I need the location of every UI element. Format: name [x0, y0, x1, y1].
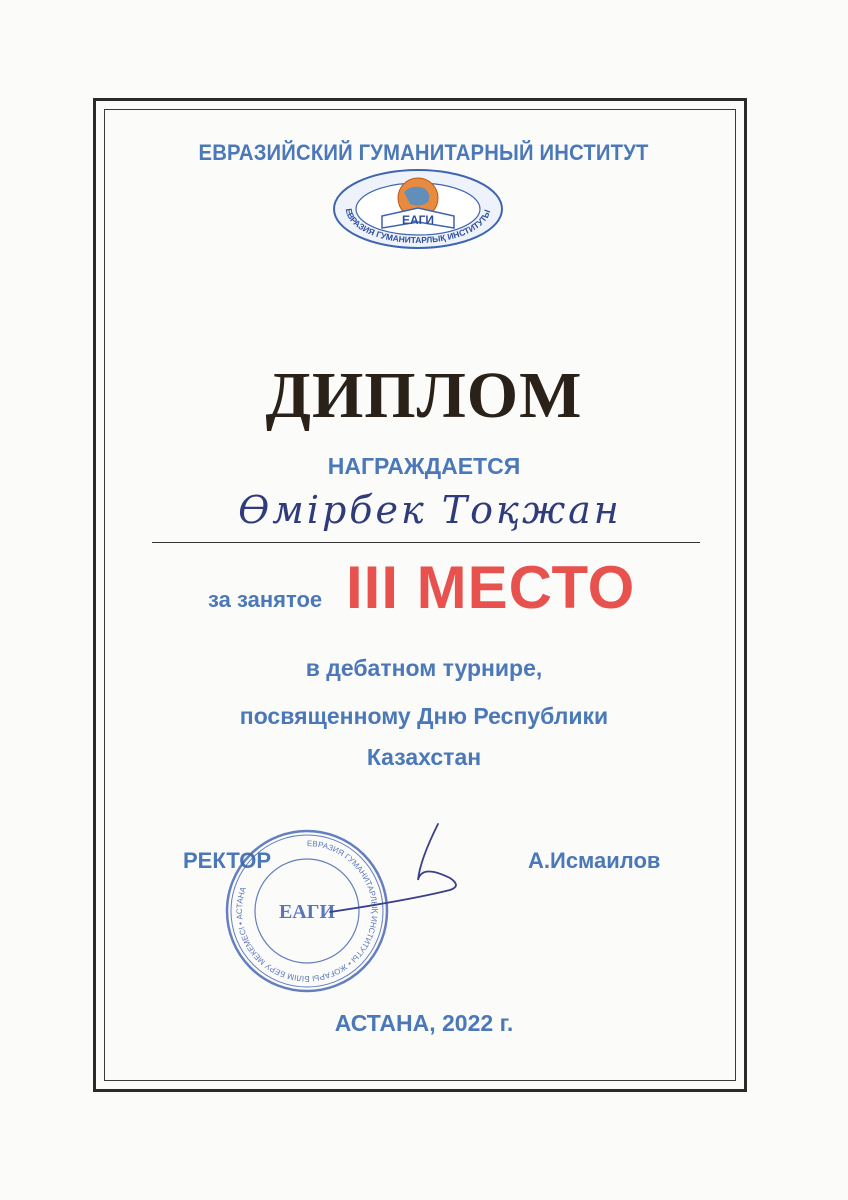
logo-ring-text: ЕВРАЗИЯ ГУМАНИТАРЛЫҚ ИНСТИТУТЫ [343, 207, 493, 246]
city-year: АСТАНА, 2022 г. [334, 1010, 514, 1036]
rector-name: А.Исмаилов [528, 848, 661, 873]
recipient-underline [152, 542, 700, 543]
rector-label: РЕКТОР [183, 848, 271, 873]
rector-signature [300, 820, 470, 920]
place-award: III МЕСТО [346, 554, 636, 621]
event-line-1: в дебатном турнире, [305, 655, 543, 681]
institute-name: ЕВРАЗИЙСКИЙ ГУМАНИТАРНЫЙ ИНСТИТУТ [198, 140, 649, 165]
event-line-3: Казахстан [366, 744, 482, 770]
stamp-ring-text: ЕВРАЗИЯ ГУМАНИТАРЛЫҚ ИНСТИТУТЫ • ЖОҒАРЫ БІЛІМ БЕРУ МЕКЕМЕСІ • АСТАНА [234, 838, 379, 984]
recipient-name: Өмірбек Тоқжан [238, 488, 622, 532]
logo-abbr: ЕАГИ [401, 213, 435, 227]
awarded-label: НАГРАЖДАЕТСЯ [327, 453, 521, 479]
diploma-title: ДИПЛОМ [265, 359, 583, 432]
stamp-abbr: ЕАГИ [278, 901, 336, 923]
event-line-2: посвященному Дню Республики [239, 703, 609, 729]
institute-logo [332, 168, 504, 250]
place-prefix: за занятое [208, 587, 323, 612]
